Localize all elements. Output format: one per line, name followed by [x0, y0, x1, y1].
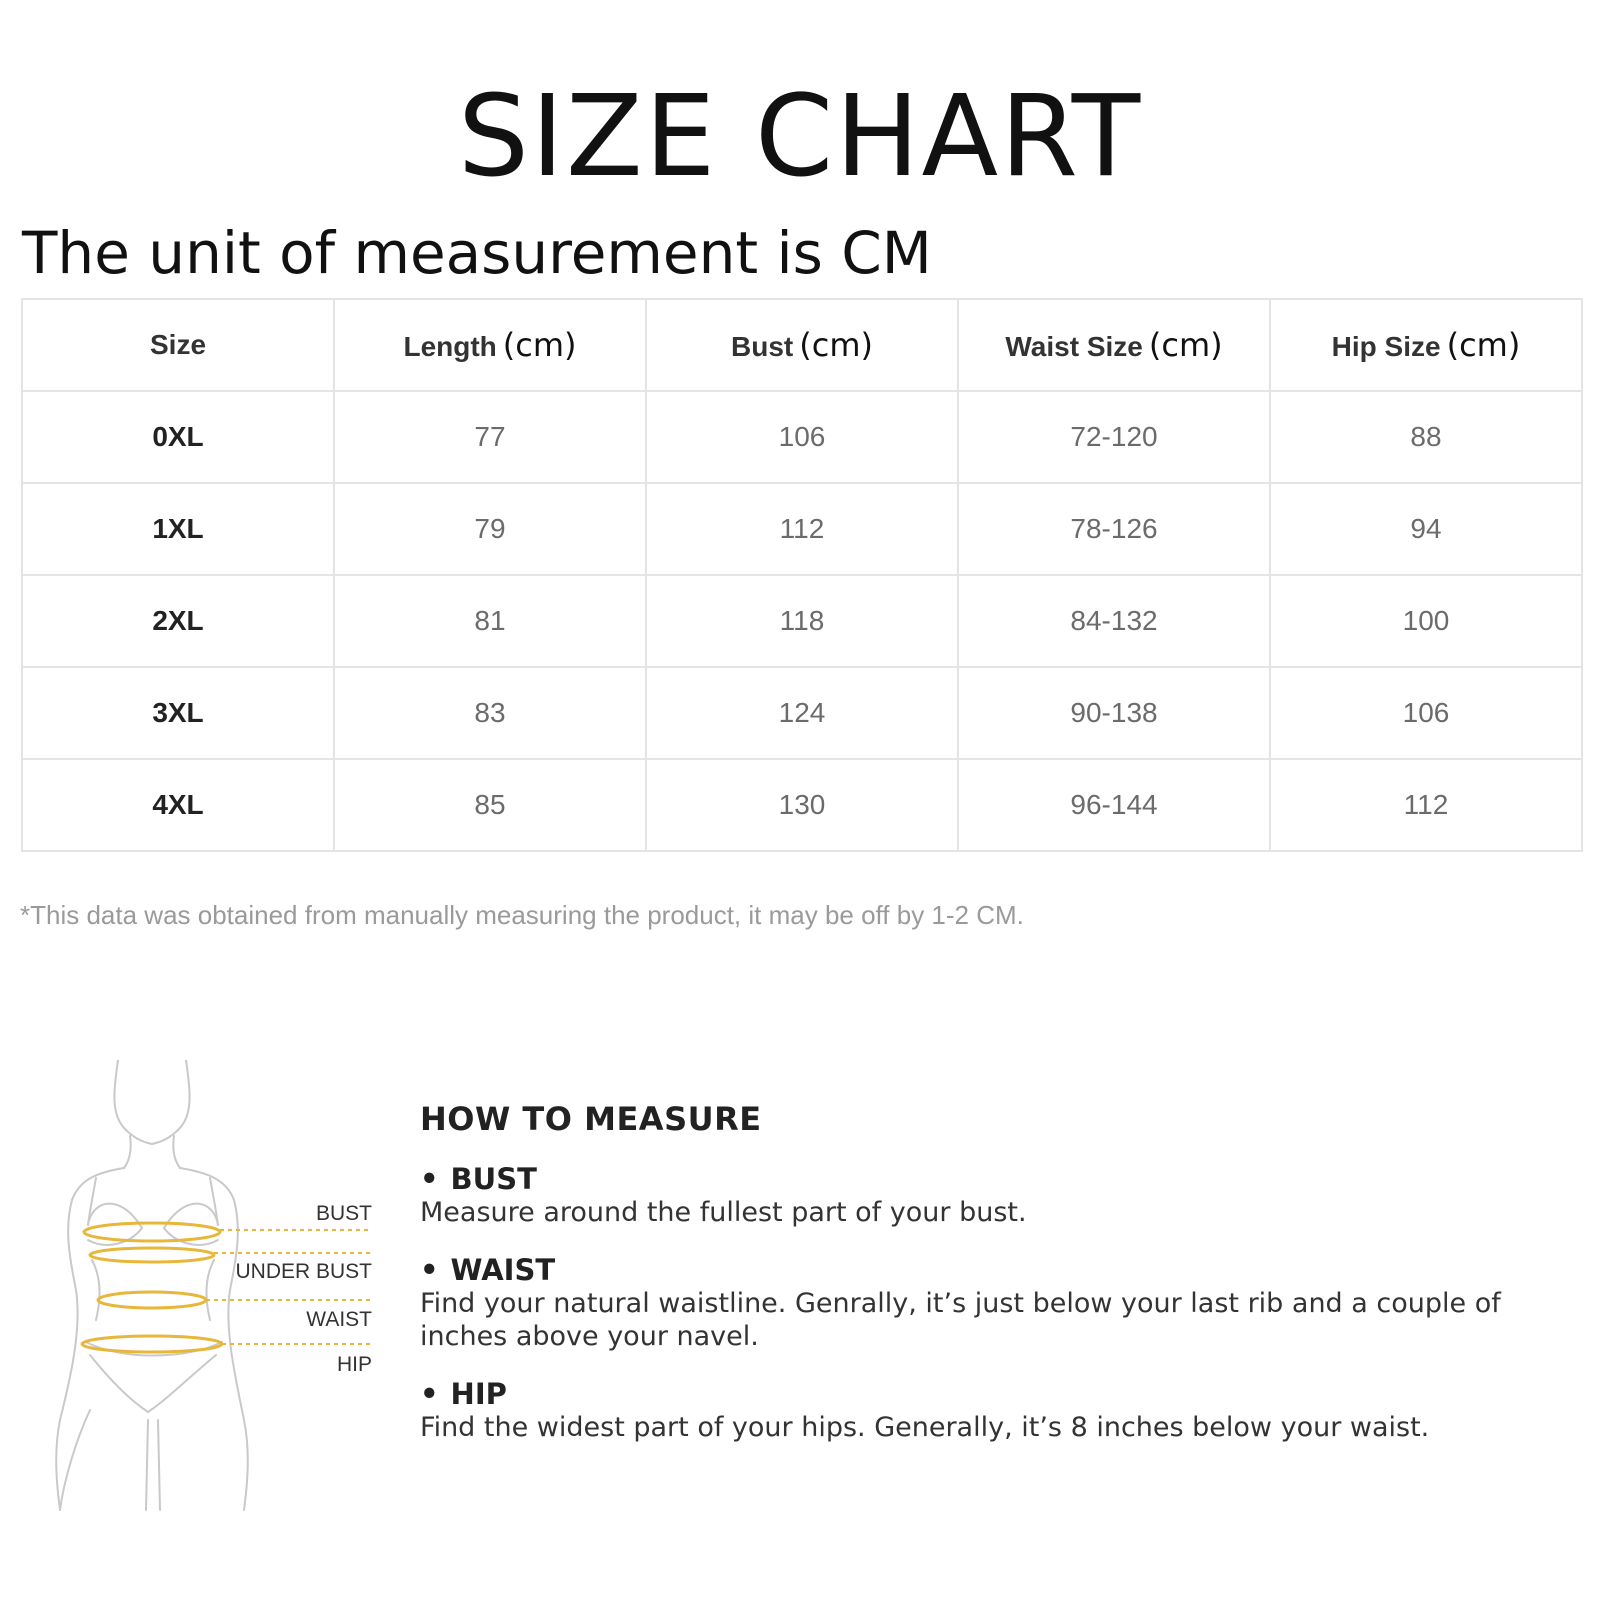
measure-item-title: BUST [450, 1162, 537, 1196]
length-cell: 83 [334, 667, 646, 759]
measure-item-title: WAIST [450, 1253, 556, 1287]
waist-cell: 90-138 [958, 667, 1270, 759]
length-cell: 79 [334, 483, 646, 575]
header-label: Length [403, 331, 497, 362]
hip-cell: 94 [1270, 483, 1582, 575]
waist-cell: 78-126 [958, 483, 1270, 575]
header-label: Hip Size [1331, 331, 1441, 362]
header-label: Waist Size [1005, 331, 1143, 362]
size-cell: 4XL [22, 759, 334, 851]
size-cell: 1XL [22, 483, 334, 575]
size-cell: 0XL [22, 391, 334, 483]
header-length [334, 299, 646, 391]
label-under-bust: UNDER BUST [235, 1260, 372, 1283]
how-to-measure-heading: HOW TO MEASURE [420, 1100, 762, 1138]
table-row [22, 575, 1582, 667]
header-unit: (cm) [799, 326, 873, 364]
bust-cell: 118 [646, 575, 958, 667]
header-unit: (cm) [1446, 326, 1521, 364]
table-row [22, 759, 1582, 851]
table-header-row [22, 299, 1582, 391]
waist-cell: 72-120 [958, 391, 1270, 483]
measure-item-hip [420, 1377, 1580, 1444]
measure-item-waist [420, 1253, 1580, 1353]
waist-cell: 84-132 [958, 575, 1270, 667]
waist-cell: 96-144 [958, 759, 1270, 851]
measure-item-desc: Measure around the fullest part of your bust. [420, 1197, 1027, 1228]
header-unit: (cm) [502, 326, 577, 364]
size-cell: 2XL [22, 575, 334, 667]
hip-cell: 88 [1270, 391, 1582, 483]
header-size [22, 299, 334, 391]
header-label: Size [149, 329, 207, 360]
header-unit: (cm) [1148, 326, 1223, 364]
header-hip [1270, 299, 1582, 391]
page-title: SIZE CHART [457, 72, 1143, 202]
hip-cell: 100 [1270, 575, 1582, 667]
bullet: • [420, 1253, 439, 1287]
bust-cell: 124 [646, 667, 958, 759]
body-measurement-figure [30, 1060, 400, 1520]
hip-cell: 106 [1270, 667, 1582, 759]
bust-cell: 106 [646, 391, 958, 483]
how-to-measure-section [420, 1100, 1580, 1468]
table-row [22, 483, 1582, 575]
label-waist: WAIST [306, 1308, 372, 1331]
hip-cell: 112 [1270, 759, 1582, 851]
measure-item-bust [420, 1162, 1580, 1229]
bullet: • [420, 1377, 439, 1411]
length-cell: 77 [334, 391, 646, 483]
table-row [22, 391, 1582, 483]
length-cell: 81 [334, 575, 646, 667]
bust-cell: 130 [646, 759, 958, 851]
table-row [22, 667, 1582, 759]
header-waist [958, 299, 1270, 391]
measure-item-title: HIP [450, 1377, 507, 1411]
size-cell: 3XL [22, 667, 334, 759]
header-label: Bust [731, 331, 794, 362]
measure-item-desc: Find your natural waistline. Genrally, it’s just below your last rib and a couple of inches above your navel. [420, 1288, 1501, 1352]
size-table [21, 298, 1583, 852]
measure-item-desc: Find the widest part of your hips. Generally, it’s 8 inches below your waist. [420, 1412, 1430, 1443]
bullet: • [420, 1162, 439, 1196]
measurement-note: *This data was obtained from manually measuring the product, it may be off by 1-2 CM. [20, 900, 1024, 930]
length-cell: 85 [334, 759, 646, 851]
label-hip: HIP [336, 1353, 372, 1376]
unit-subtitle: The unit of measurement is CM [22, 219, 932, 287]
body-outline-illustration [30, 1060, 400, 1520]
bust-cell: 112 [646, 483, 958, 575]
header-bust [646, 299, 958, 391]
label-bust: BUST [315, 1202, 372, 1225]
